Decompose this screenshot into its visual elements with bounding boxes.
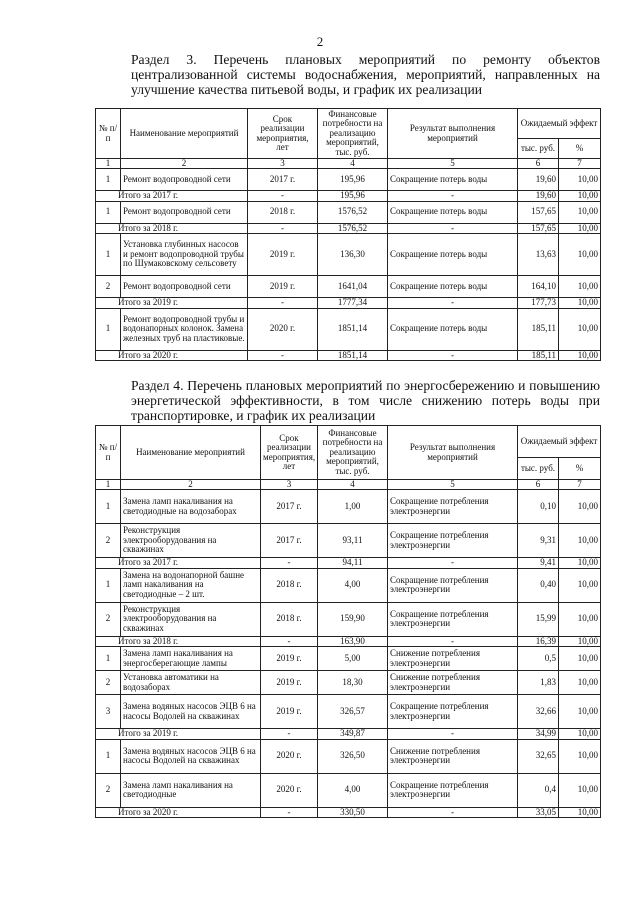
- row-finance: 159,90: [318, 602, 388, 636]
- row-finance: 93,11: [318, 524, 388, 558]
- row-result: Сокращение потребления электроэнергии: [388, 568, 518, 602]
- row-effect-rub: 33,05: [518, 807, 559, 818]
- col-effect-header: Ожидаемый эффект: [518, 109, 601, 139]
- table-row: [96, 234, 601, 276]
- total-row: [96, 350, 601, 361]
- col-index: 4: [318, 480, 388, 490]
- col-index: 5: [388, 480, 518, 490]
- row-period: -: [261, 636, 318, 647]
- row-result: Снижение потребления электроэнергии: [388, 739, 518, 773]
- col-result-header: Результат выполнения мероприятий: [388, 109, 518, 159]
- row-num: 2: [96, 671, 121, 695]
- row-effect-pct: 10,00: [559, 729, 601, 740]
- row-period: 2020 г.: [248, 308, 318, 350]
- row-num: 2: [96, 602, 121, 636]
- row-num: 3: [96, 695, 121, 729]
- col-finance-header: Финансовые потребности на реализацию мероприятий, тыс. руб.: [318, 426, 388, 480]
- row-result: -: [388, 729, 518, 740]
- row-total-label: Итого за 2018 г.: [96, 636, 261, 647]
- row-finance: 1851,14: [318, 308, 388, 350]
- row-result: -: [388, 298, 518, 309]
- row-num: 1: [96, 234, 121, 276]
- row-finance: 195,96: [318, 169, 388, 191]
- row-effect-pct: 10,00: [559, 191, 601, 202]
- row-effect-rub: 1,83: [518, 671, 559, 695]
- col-index: 1: [96, 159, 121, 169]
- row-period: -: [261, 729, 318, 740]
- row-name: Замена ламп накаливания на энергосберегающие лампы: [121, 647, 261, 671]
- row-period: -: [248, 191, 318, 202]
- row-result: Сокращение потребления электроэнергии: [388, 490, 518, 524]
- row-finance: 94,11: [318, 558, 388, 569]
- section-4-table-body: [96, 490, 601, 818]
- row-total-label: Итого за 2017 г.: [96, 558, 261, 569]
- row-name: Реконструкция электрооборудования на скважинах: [121, 602, 261, 636]
- row-effect-rub: 185,11: [518, 308, 559, 350]
- row-effect-pct: 10,00: [559, 308, 601, 350]
- row-result: Сокращение потерь воды: [388, 276, 518, 298]
- row-effect-rub: 32,65: [518, 739, 559, 773]
- row-period: 2018 г.: [248, 201, 318, 223]
- col-index: 5: [388, 159, 518, 169]
- row-period: 2017 г.: [248, 169, 318, 191]
- row-finance: 4,00: [318, 568, 388, 602]
- row-effect-pct: 10,00: [559, 636, 601, 647]
- total-row: [96, 223, 601, 234]
- row-effect-rub: 9,41: [518, 558, 559, 569]
- section-3-heading-text: Раздел 3. Перечень плановых мероприятий по ремонту объектов централизованной системы водоснабжения, мероприятий, направленных на улучшение качества питьевой воды, и график их реализации: [131, 52, 600, 97]
- row-result: Сокращение потребления электроэнергии: [388, 524, 518, 558]
- row-effect-rub: 19,60: [518, 169, 559, 191]
- col-period-header: Срок реализации мероприятия, лет: [248, 109, 318, 159]
- col-index: 6: [518, 159, 559, 169]
- row-result: -: [388, 350, 518, 361]
- total-row: [96, 729, 601, 740]
- row-name: Замена на водонапорной башне ламп накаливания на светодиодные – 2 шт.: [121, 568, 261, 602]
- row-effect-pct: 10,00: [559, 223, 601, 234]
- section-4-table: [95, 425, 601, 818]
- row-result: -: [388, 558, 518, 569]
- row-effect-rub: 13,63: [518, 234, 559, 276]
- row-effect-rub: 32,66: [518, 695, 559, 729]
- row-num: 1: [96, 169, 121, 191]
- row-period: 2018 г.: [261, 568, 318, 602]
- table-row: [96, 739, 601, 773]
- col-effect-header: Ожидаемый эффект: [518, 426, 601, 458]
- row-effect-rub: 164,10: [518, 276, 559, 298]
- col-name-header: Наименование мероприятий: [121, 426, 261, 480]
- row-num: 1: [96, 568, 121, 602]
- row-name: Ремонт водопроводной трубы и водонапорных колонок. Замена железных труб на пластиковые.: [121, 308, 248, 350]
- row-result: Сокращение потребления электроэнергии: [388, 695, 518, 729]
- row-total-label: Итого за 2019 г.: [96, 298, 248, 309]
- row-finance: 1,00: [318, 490, 388, 524]
- row-num: 2: [96, 524, 121, 558]
- row-effect-rub: 177,73: [518, 298, 559, 309]
- section-3-table-body: [96, 169, 601, 361]
- row-result: -: [388, 807, 518, 818]
- row-finance: 326,50: [318, 739, 388, 773]
- row-effect-pct: 10,00: [559, 558, 601, 569]
- row-period: 2019 г.: [248, 276, 318, 298]
- col-result-header: Результат выполнения мероприятий: [388, 426, 518, 480]
- row-result: Сокращение потерь воды: [388, 234, 518, 276]
- row-period: -: [261, 807, 318, 818]
- col-num-header: № п/ п: [96, 109, 121, 159]
- row-name: Ремонт водопроводной сети: [121, 276, 248, 298]
- row-effect-rub: 0,4: [518, 773, 559, 807]
- col-index: 6: [518, 480, 559, 490]
- page-number: 2: [316, 34, 324, 49]
- row-num: 1: [96, 647, 121, 671]
- row-period: 2019 г.: [248, 234, 318, 276]
- row-effect-rub: 34,99: [518, 729, 559, 740]
- row-num: 1: [96, 201, 121, 223]
- row-period: 2017 г.: [261, 490, 318, 524]
- row-name: Установка глубинных насосов и ремонт водопроводной трубы по Шумаковскому сельсовету: [121, 234, 248, 276]
- row-effect-rub: 0,5: [518, 647, 559, 671]
- row-period: 2020 г.: [261, 739, 318, 773]
- row-effect-pct: 10,00: [559, 568, 601, 602]
- col-index: 2: [121, 159, 248, 169]
- table-row: [96, 524, 601, 558]
- col-index: 4: [318, 159, 388, 169]
- table-row: [96, 695, 601, 729]
- row-period: -: [261, 558, 318, 569]
- row-effect-pct: 10,00: [559, 602, 601, 636]
- table-row: [96, 773, 601, 807]
- row-num: 2: [96, 276, 121, 298]
- row-finance: 1777,34: [318, 298, 388, 309]
- row-name: Замена водяных насосов ЭЦВ 6 на насосы Водолей на скважинах: [121, 695, 261, 729]
- row-effect-pct: 10,00: [559, 234, 601, 276]
- row-result: Сокращение потерь воды: [388, 169, 518, 191]
- row-effect-pct: 10,00: [559, 169, 601, 191]
- col-effect-pct-header: %: [559, 139, 601, 159]
- row-finance: 326,57: [318, 695, 388, 729]
- table-row: [96, 276, 601, 298]
- row-effect-rub: 19,60: [518, 191, 559, 202]
- row-finance: 195,96: [318, 191, 388, 202]
- row-period: 2019 г.: [261, 647, 318, 671]
- total-row: [96, 298, 601, 309]
- col-index: 1: [96, 480, 121, 490]
- row-effect-rub: 16,39: [518, 636, 559, 647]
- row-finance: 330,50: [318, 807, 388, 818]
- row-result: -: [388, 191, 518, 202]
- col-index: 3: [261, 480, 318, 490]
- row-effect-pct: 10,00: [559, 276, 601, 298]
- table-row: [96, 201, 601, 223]
- row-finance: 1576,52: [318, 201, 388, 223]
- col-index: 7: [559, 480, 601, 490]
- total-row: [96, 807, 601, 818]
- row-total-label: Итого за 2017 г.: [96, 191, 248, 202]
- row-effect-pct: 10,00: [559, 671, 601, 695]
- row-num: 1: [96, 490, 121, 524]
- row-result: Снижение потребления электроэнергии: [388, 647, 518, 671]
- row-num: 1: [96, 739, 121, 773]
- row-total-label: Итого за 2020 г.: [96, 807, 261, 818]
- row-result: Сокращение потерь воды: [388, 201, 518, 223]
- table-row: [96, 647, 601, 671]
- section-4-heading-text: Раздел 4. Перечень плановых мероприятий по энергосбережению и повышению энергетической эффективности, в том числе снижению потерь воды при транспортировке, и график их реализации: [131, 378, 600, 423]
- row-period: -: [248, 350, 318, 361]
- total-row: [96, 191, 601, 202]
- total-row: [96, 636, 601, 647]
- row-total-label: Итого за 2020 г.: [96, 350, 248, 361]
- row-num: 2: [96, 773, 121, 807]
- row-effect-pct: 10,00: [559, 647, 601, 671]
- row-finance: 18,30: [318, 671, 388, 695]
- row-finance: 349,87: [318, 729, 388, 740]
- row-period: -: [248, 223, 318, 234]
- row-result: Сокращение потребления электроэнергии: [388, 773, 518, 807]
- table-row: [96, 490, 601, 524]
- row-result: -: [388, 636, 518, 647]
- row-period: 2017 г.: [261, 524, 318, 558]
- section-3-heading: [95, 52, 600, 97]
- col-finance-header: Финансовые потребности на реализацию мероприятий, тыс. руб.: [318, 109, 388, 159]
- row-total-label: Итого за 2018 г.: [96, 223, 248, 234]
- row-effect-rub: 185,11: [518, 350, 559, 361]
- row-period: 2019 г.: [261, 695, 318, 729]
- table-row: [96, 671, 601, 695]
- row-effect-pct: 10,00: [559, 350, 601, 361]
- col-effect-rub-header: тыс. руб.: [518, 139, 559, 159]
- col-effect-rub-header: тыс. руб.: [518, 458, 559, 480]
- row-result: Сокращение потребления электроэнергии: [388, 602, 518, 636]
- col-name-header: Наименование мероприятий: [121, 109, 248, 159]
- row-name: Ремонт водопроводной сети: [121, 169, 248, 191]
- row-total-label: Итого за 2019 г.: [96, 729, 261, 740]
- table-row: [96, 602, 601, 636]
- table-row: [96, 308, 601, 350]
- row-result: Снижение потребления электроэнергии: [388, 671, 518, 695]
- row-effect-pct: 10,00: [559, 695, 601, 729]
- row-effect-rub: 0,10: [518, 490, 559, 524]
- row-finance: 136,30: [318, 234, 388, 276]
- col-effect-pct-header: %: [559, 458, 601, 480]
- row-num: 1: [96, 308, 121, 350]
- row-effect-pct: 10,00: [559, 739, 601, 773]
- row-period: -: [248, 298, 318, 309]
- total-row: [96, 558, 601, 569]
- row-result: -: [388, 223, 518, 234]
- table-row: [96, 568, 601, 602]
- col-index: 7: [559, 159, 601, 169]
- row-finance: 5,00: [318, 647, 388, 671]
- row-effect-rub: 9,31: [518, 524, 559, 558]
- row-effect-pct: 10,00: [559, 298, 601, 309]
- row-result: Сокращение потерь воды: [388, 308, 518, 350]
- col-period-header: Срок реализации мероприятия, лет: [261, 426, 318, 480]
- row-effect-rub: 157,65: [518, 201, 559, 223]
- row-effect-rub: 0,40: [518, 568, 559, 602]
- col-num-header: № п/п: [96, 426, 121, 480]
- row-finance: 4,00: [318, 773, 388, 807]
- row-name: Ремонт водопроводной сети: [121, 201, 248, 223]
- row-effect-pct: 10,00: [559, 773, 601, 807]
- row-effect-pct: 10,00: [559, 524, 601, 558]
- row-effect-rub: 15,99: [518, 602, 559, 636]
- table-row: [96, 169, 601, 191]
- row-finance: 1851,14: [318, 350, 388, 361]
- row-period: 2019 г.: [261, 671, 318, 695]
- row-name: Замена ламп накаливания на светодиодные: [121, 773, 261, 807]
- col-index: 3: [248, 159, 318, 169]
- row-finance: 163,90: [318, 636, 388, 647]
- row-name: Реконструкция электрооборудования на скважинах: [121, 524, 261, 558]
- row-effect-rub: 157,65: [518, 223, 559, 234]
- row-name: Замена ламп накаливания на светодиодные на водозаборах: [121, 490, 261, 524]
- column-index-row: [96, 159, 601, 169]
- row-period: 2020 г.: [261, 773, 318, 807]
- row-name: Установка автоматики на водозаборах: [121, 671, 261, 695]
- row-finance: 1641,04: [318, 276, 388, 298]
- row-finance: 1576,52: [318, 223, 388, 234]
- row-name: Замена водяных насосов ЭЦВ 6 на насосы Водолей на скважинах: [121, 739, 261, 773]
- col-index: 2: [121, 480, 261, 490]
- row-effect-pct: 10,00: [559, 490, 601, 524]
- row-effect-pct: 10,00: [559, 201, 601, 223]
- row-period: 2018 г.: [261, 602, 318, 636]
- section-4-heading: [95, 378, 600, 423]
- section-3-table: [95, 108, 601, 361]
- row-effect-pct: 10,00: [559, 807, 601, 818]
- column-index-row: [96, 480, 601, 490]
